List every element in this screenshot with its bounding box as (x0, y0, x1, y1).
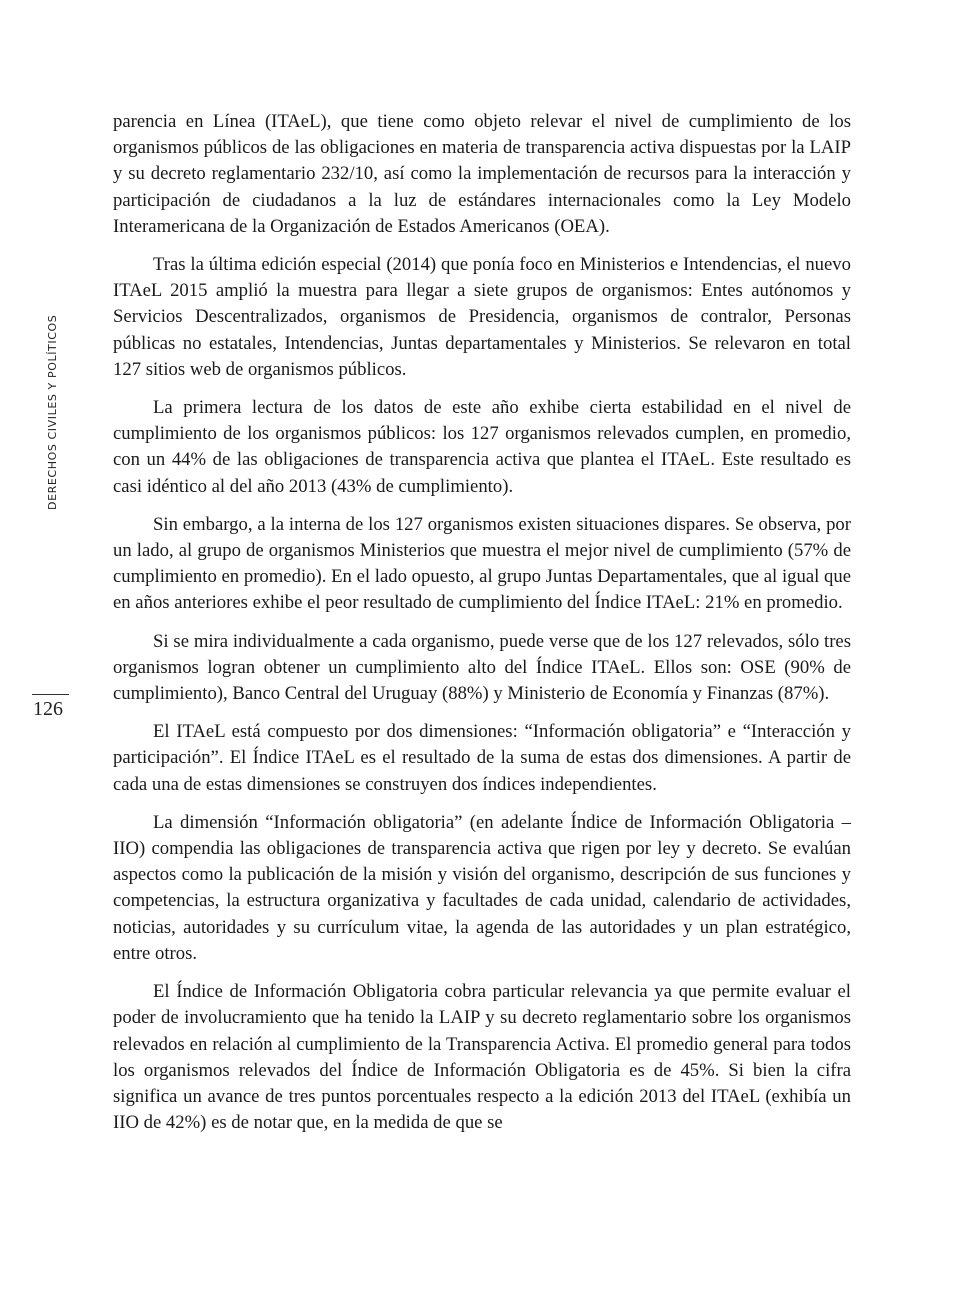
paragraph-7: La dimensión “Información obligatoria” (en adelante Índice de Información Obligatoria – IIO) compendia las obligaciones de transparencia activa que rigen por ley y decreto. Se evalúan aspectos como la publicación de la misión y visión del organismo, descripción de sus funciones y competencias, la estructura organizativa y facultades de cada unidad, calendario de actividades, noticias, autoridades y su currículum vitae, la agenda de las autoridades y un plan estratégico, entre otros. (113, 811, 851, 964)
paragraph-5: Si se mira individualmente a cada organismo, puede verse que de los 127 relevados, sólo tres organismos logran obtener un cumplimiento alto del Índice ITAeL. Ellos son: OSE (90% de cumplimiento), Banco Central del Uruguay (88%) y Ministerio de Economía y Finanzas (87%). (113, 630, 851, 705)
page-number: 126 (33, 698, 63, 720)
paragraph-4: Sin embargo, a la interna de los 127 organismos existen situaciones dispares. Se observa, por un lado, al grupo de organismos Ministerios que muestra el mejor nivel de cumplimiento (57% de cumplimiento en promedio). En el lado opuesto, al grupo Juntas Departamentales, que al igual que en años anteriores exhibe el peor resultado de cumplimiento del Índice ITAeL: 21% en promedio. (113, 513, 851, 614)
paragraph-1: parencia en Línea (ITAeL), que tiene como objeto relevar el nivel de cumplimiento de los organismos públicos de las obligaciones en materia de transparencia activa dispuestas por la LAIP y su decreto reglamentario 232/10, así como la implementación de recursos para la interacción y participación de ciudadanos a la luz de estándares internacionales como la Ley Modelo Interamericana de la Organización de Estados Americanos (OEA). (113, 111, 851, 237)
body-text (113, 109, 851, 1148)
paragraph-8: El Índice de Información Obligatoria cobra particular relevancia ya que permite evaluar el poder de involucramiento que ha tenido la LAIP y su decreto reglamentario sobre los organismos relevados en relación al cumplimiento de la Transparencia Activa. El promedio general para todos los organismos relevados del Índice de Información Obligatoria es de 45%. Si bien la cifra significa un avance de tres puntos porcentuales respecto a la edición 2013 del ITAeL (exhibía un IIO de 42%) es de notar que, en la medida de que se (113, 981, 851, 1134)
paragraph-6: El ITAeL está compuesto por dos dimensiones: “Información obligatoria” e “Interacción y participación”. El Índice ITAeL es el resultado de la suma de estas dos dimensiones. A partir de cada una de estas dimensiones se construyen dos índices independientes. (113, 721, 851, 795)
paragraph-2: Tras la última edición especial (2014) que ponía foco en Ministerios e Intendencias, el nuevo ITAeL 2015 amplió la muestra para llegar a siete grupos de organismos: Entes autónomos y Servicios Descentralizados, organismos de Presidencia, organismos de contralor, Personas públicas no estatales, Intendencias, Juntas departamentales y Ministerios. Se relevaron en total 127 sitios web de organismos públicos. (113, 254, 851, 380)
running-section-label: DERECHOS CIVILES Y POLÍTICOS (46, 314, 59, 510)
paragraph-3: La primera lectura de los datos de este año exhibe cierta estabilidad en el nivel de cumplimiento de los organismos públicos: los 127 organismos relevados cumplen, en promedio, con un 44% de las obligaciones de transparencia activa que plantea el ITAeL. Este resultado es casi idéntico al del año 2013 (43% de cumplimiento). (113, 397, 851, 497)
page-number-rule (32, 694, 69, 695)
